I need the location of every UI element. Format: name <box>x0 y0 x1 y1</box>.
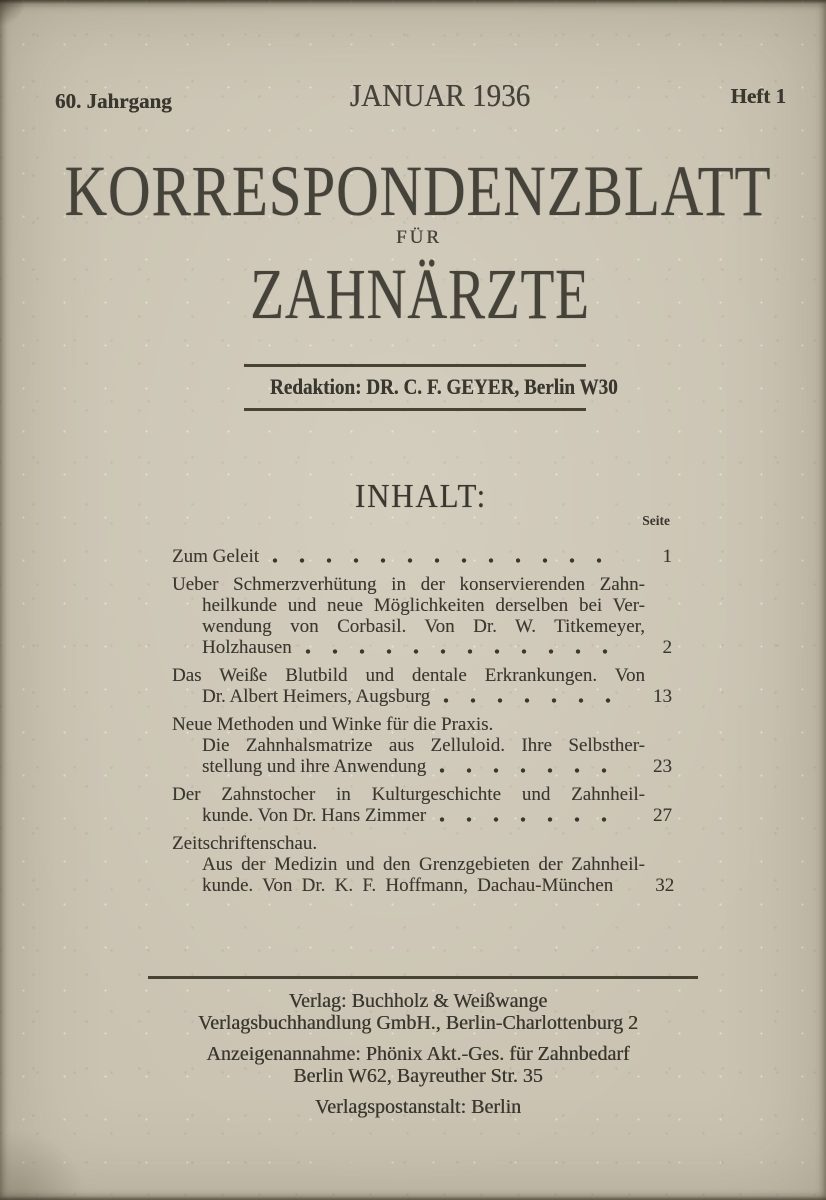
dot-leader <box>305 648 624 655</box>
editor-line: Redaktion: DR. C. F. GEYER, Berlin W30 <box>269 374 618 399</box>
toc-final-text: Dr. Albert Heimers, Augsburg <box>202 686 431 707</box>
imprint-line: Berlin W62, Bayreuther Str. 35 <box>293 1065 543 1087</box>
toc-page-number: 1 <box>662 546 672 567</box>
toc-entry <box>172 833 675 896</box>
toc-page-number: 32 <box>655 875 675 896</box>
toc-final-line <box>172 686 672 707</box>
toc-page-number: 27 <box>653 805 672 826</box>
toc-line: heilkunde und neue Möglichkeiten derselben bei Ver- <box>202 595 645 616</box>
toc-line: Der Zahnstocher in Kulturgeschichte und Zahnheil- <box>172 784 645 805</box>
imprint-line: Anzeigenannahme: Phönix Akt.-Ges. für Zahnbedarf <box>206 1043 630 1065</box>
issue-date: JANUAR 1936 <box>349 77 531 113</box>
imprint-divider-rule <box>148 976 698 979</box>
journal-title-conjunction: FÜR <box>396 227 442 248</box>
dot-leader <box>443 697 624 704</box>
toc-line: Zeitschriftenschau. <box>172 833 318 854</box>
toc-final-line <box>172 637 672 658</box>
toc-final-text: stellung und ihre Anwendung <box>202 756 427 777</box>
toc-page-number: 13 <box>653 686 672 707</box>
toc-final-text: Zum Geleit <box>172 546 260 567</box>
journal-title-line1: KORRESPONDENZBLATT <box>64 151 772 231</box>
toc-entry <box>172 546 672 567</box>
toc-page-number: 23 <box>653 756 672 777</box>
imprint-line: Verlagsbuchhandlung GmbH., Berlin-Charlottenburg 2 <box>197 1012 639 1034</box>
toc-final-line <box>172 756 672 777</box>
toc-line: Aus der Medizin und den Grenzgebieten der Zahnheil- <box>202 854 645 875</box>
toc-final-line <box>172 875 675 896</box>
table-of-contents <box>172 513 675 903</box>
imprint-line: Verlag: Buchholz & Weißwange <box>288 990 548 1012</box>
toc-line: Neue Methoden und Winke für die Praxis. <box>172 714 494 735</box>
toc-entry <box>172 714 672 777</box>
toc-page-number: 2 <box>662 637 672 658</box>
toc-line: Das Weiße Blutbild und dentale Erkrankungen. Von <box>172 665 645 686</box>
toc-entry <box>172 574 672 658</box>
toc-list <box>172 546 675 896</box>
imprint-block <box>0 990 826 1118</box>
editor-rule-box <box>244 364 618 411</box>
dot-leader <box>439 767 624 774</box>
toc-final-text: kunde. Von Dr. K. F. Hoffmann, Dachau-München <box>202 875 614 896</box>
toc-final-line <box>172 805 672 826</box>
page-column-label: Seite <box>642 513 670 528</box>
volume-label: 60. Jahrgang <box>55 89 172 113</box>
dot-leader <box>272 557 624 564</box>
toc-final-line <box>172 546 672 567</box>
imprint-line: Verlagspostanstalt: Berlin <box>314 1096 522 1118</box>
journal-title-line2: ZAHNÄRZTE <box>250 254 590 334</box>
toc-line: Die Zahnhalsmatrize aus Zelluloid. Ihre Selbsther- <box>202 735 645 756</box>
toc-final-text: Holzhausen <box>202 637 292 658</box>
contents-heading: INHALT: <box>354 478 488 515</box>
toc-line: wendung von Corbasil. Von Dr. W. Titkemeyer, <box>202 616 645 637</box>
toc-line: Ueber Schmerzverhütung in der konservierenden Zahn- <box>172 574 645 595</box>
issue-number: Heft 1 <box>730 84 786 108</box>
toc-entry <box>172 665 672 707</box>
dot-leader <box>439 816 624 823</box>
toc-final-text: kunde. Von Dr. Hans Zimmer <box>202 805 427 826</box>
toc-entry <box>172 784 672 826</box>
